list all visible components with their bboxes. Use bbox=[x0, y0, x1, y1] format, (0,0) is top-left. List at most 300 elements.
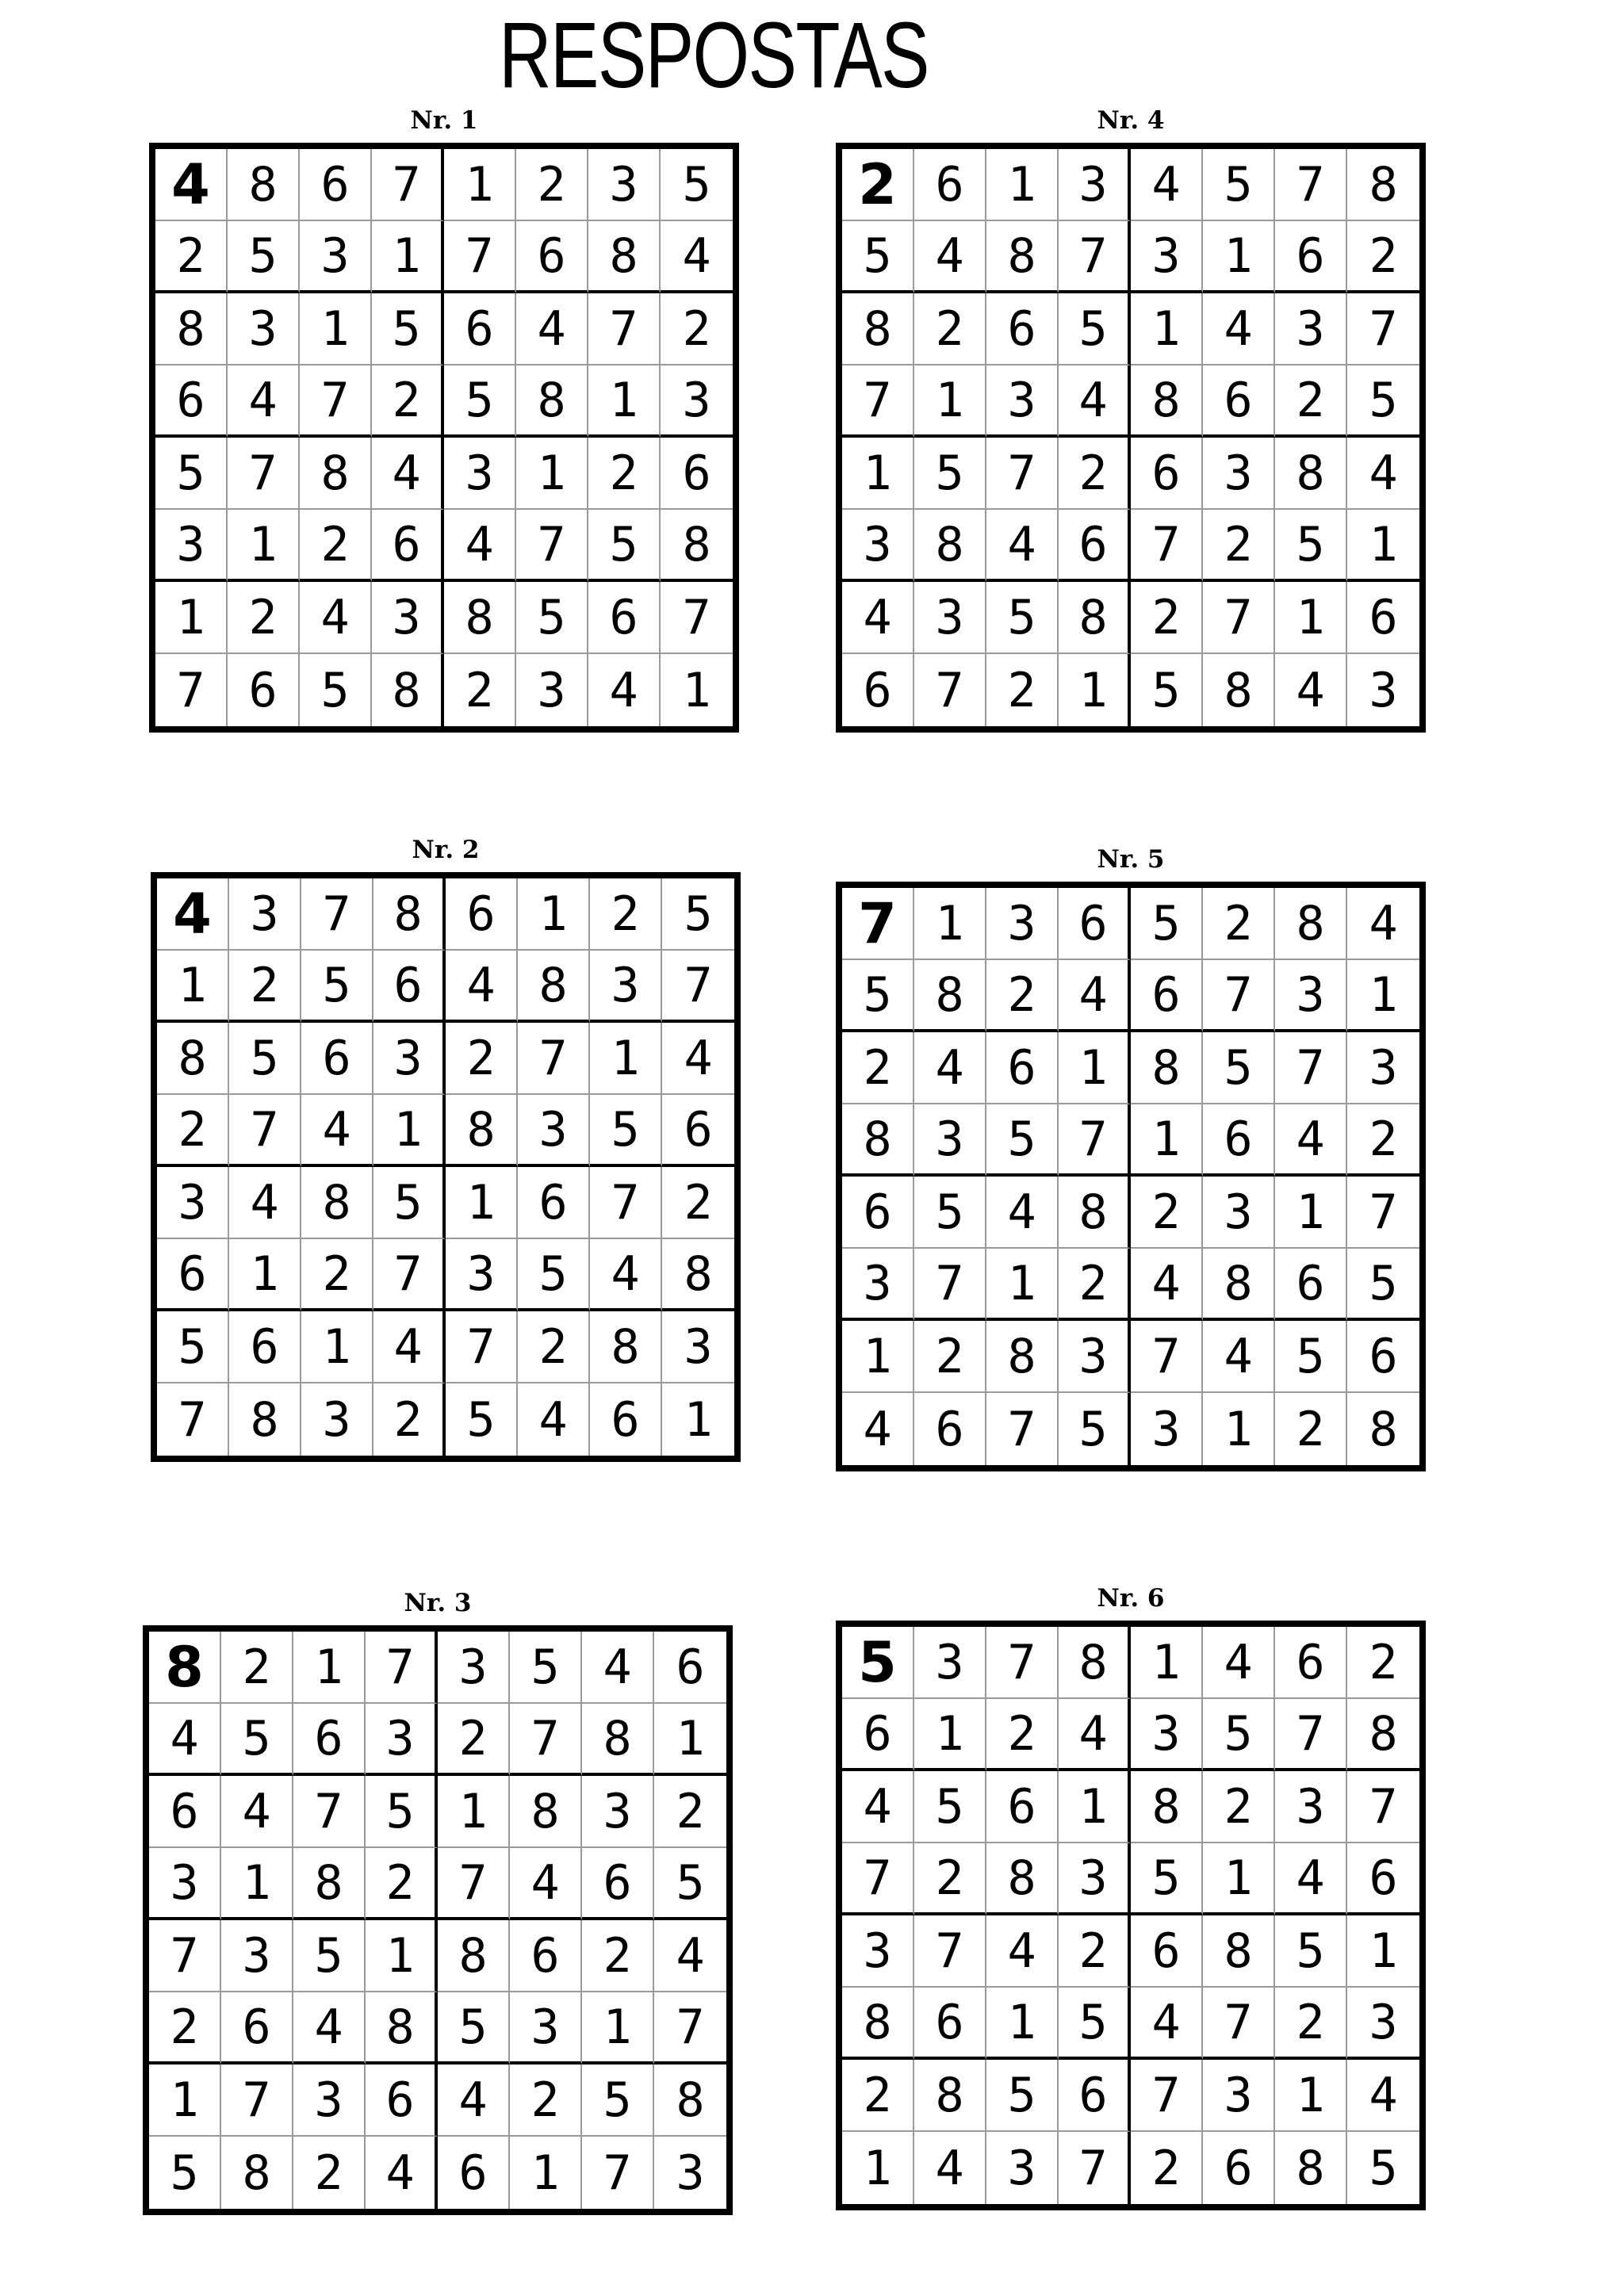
grid-cell: 3 bbox=[518, 1095, 590, 1167]
grid-cell: 5 bbox=[1131, 1843, 1203, 1915]
grid-cell: 4 bbox=[293, 1992, 366, 2064]
grid-cell-given: 4 bbox=[155, 149, 228, 221]
grid-cell: 6 bbox=[228, 654, 300, 726]
grid-cell: 8 bbox=[842, 1988, 914, 2060]
grid-cell: 3 bbox=[842, 1249, 914, 1321]
grid-cell: 6 bbox=[986, 1032, 1059, 1104]
grid-cell: 2 bbox=[1347, 1627, 1419, 1699]
grid-cell: 2 bbox=[1347, 221, 1419, 293]
grid-cell: 6 bbox=[444, 293, 516, 365]
grid-cell: 7 bbox=[1203, 1988, 1275, 2060]
grid-cell: 5 bbox=[155, 438, 228, 510]
grid-cell: 8 bbox=[1059, 1177, 1131, 1249]
grid-cell: 1 bbox=[1203, 1843, 1275, 1915]
grid-cell: 4 bbox=[986, 1177, 1059, 1249]
grid-cell: 6 bbox=[1059, 888, 1131, 960]
grid-cell: 6 bbox=[438, 2137, 510, 2209]
grid-cell: 8 bbox=[1275, 2132, 1347, 2204]
grid-cell: 2 bbox=[366, 1848, 438, 1920]
grid-cell: 5 bbox=[1059, 293, 1131, 365]
grid-cell: 5 bbox=[149, 2137, 221, 2209]
grid-cell: 7 bbox=[986, 438, 1059, 510]
grid-cell: 4 bbox=[914, 2132, 986, 2204]
grid-cell: 1 bbox=[1059, 1771, 1131, 1843]
grid-cell: 1 bbox=[1275, 2060, 1347, 2132]
grid-cell: 6 bbox=[293, 1704, 366, 1776]
grid-cell: 8 bbox=[1275, 438, 1347, 510]
grid-cell: 3 bbox=[1131, 1699, 1203, 1771]
grid-cell: 1 bbox=[1131, 293, 1203, 365]
grid-cell-given: 8 bbox=[149, 1632, 221, 1704]
grid-cell: 5 bbox=[986, 582, 1059, 654]
grid-cell: 7 bbox=[373, 1239, 446, 1311]
grid-cell: 7 bbox=[1347, 1177, 1419, 1249]
grid-cell: 5 bbox=[157, 1311, 229, 1383]
grid-cell: 8 bbox=[1131, 1032, 1203, 1104]
grid-cell: 6 bbox=[516, 221, 588, 293]
grid-cell: 7 bbox=[661, 582, 733, 654]
grid-cell: 2 bbox=[1131, 1177, 1203, 1249]
grid-cell: 2 bbox=[300, 510, 372, 582]
grid-cell: 7 bbox=[1347, 1771, 1419, 1843]
grid-cell: 7 bbox=[1347, 293, 1419, 365]
grid-cell: 6 bbox=[1131, 438, 1203, 510]
grid-cell: 6 bbox=[221, 1992, 293, 2064]
grid-cell: 7 bbox=[1059, 1104, 1131, 1177]
grid-cell: 7 bbox=[1275, 1032, 1347, 1104]
grid-cell: 4 bbox=[986, 510, 1059, 582]
grid-cell: 8 bbox=[914, 2060, 986, 2132]
grid-cell: 5 bbox=[1347, 1249, 1419, 1321]
grid-cell: 1 bbox=[1203, 1393, 1275, 1465]
grid-cell: 4 bbox=[444, 510, 516, 582]
grid-cell: 1 bbox=[366, 1920, 438, 1992]
grid-cell: 6 bbox=[914, 149, 986, 221]
grid-cell: 5 bbox=[662, 878, 734, 951]
grid-cell: 7 bbox=[914, 1249, 986, 1321]
grid-cell: 5 bbox=[588, 510, 661, 582]
grid-cell: 7 bbox=[444, 221, 516, 293]
grid-cell: 6 bbox=[372, 510, 444, 582]
grid-cell: 7 bbox=[1131, 1321, 1203, 1393]
grid-cell: 2 bbox=[914, 293, 986, 365]
grid-cell: 7 bbox=[1275, 149, 1347, 221]
puzzle-label: Nr. 2 bbox=[412, 836, 480, 864]
grid-cell: 7 bbox=[582, 2137, 654, 2209]
grid-cell: 6 bbox=[229, 1311, 301, 1383]
grid-cell: 2 bbox=[293, 2137, 366, 2209]
grid-cell: 6 bbox=[301, 1023, 373, 1095]
grid-cell: 2 bbox=[590, 878, 662, 951]
grid-cell: 1 bbox=[149, 2064, 221, 2137]
grid-cell: 7 bbox=[588, 293, 661, 365]
grid-cell: 1 bbox=[914, 888, 986, 960]
grid-cell: 7 bbox=[518, 1023, 590, 1095]
grid-cell: 4 bbox=[516, 293, 588, 365]
grid-cell: 6 bbox=[914, 1393, 986, 1465]
sudoku-grid bbox=[836, 143, 1426, 733]
grid-cell: 4 bbox=[1131, 1988, 1203, 2060]
grid-cell: 1 bbox=[373, 1095, 446, 1167]
grid-cell: 3 bbox=[1131, 1393, 1203, 1465]
grid-cell: 3 bbox=[590, 951, 662, 1023]
grid-cell: 7 bbox=[914, 1915, 986, 1988]
grid-cell: 7 bbox=[1203, 582, 1275, 654]
grid-cell: 1 bbox=[842, 438, 914, 510]
grid-cell: 6 bbox=[588, 582, 661, 654]
grid-cell: 3 bbox=[1203, 438, 1275, 510]
grid-cell: 5 bbox=[221, 1704, 293, 1776]
grid-cell: 5 bbox=[444, 365, 516, 438]
grid-cell: 2 bbox=[157, 1095, 229, 1167]
grid-cell: 2 bbox=[986, 960, 1059, 1032]
grid-cell: 8 bbox=[221, 2137, 293, 2209]
grid-cell: 8 bbox=[518, 951, 590, 1023]
grid-cell: 8 bbox=[662, 1239, 734, 1311]
grid-cell: 6 bbox=[373, 951, 446, 1023]
grid-cell: 1 bbox=[588, 365, 661, 438]
grid-cell: 3 bbox=[661, 365, 733, 438]
grid-cell: 8 bbox=[155, 293, 228, 365]
grid-cell: 6 bbox=[1203, 1104, 1275, 1177]
grid-cell: 7 bbox=[301, 878, 373, 951]
grid-cell: 3 bbox=[588, 149, 661, 221]
grid-cell: 1 bbox=[155, 582, 228, 654]
grid-cell: 2 bbox=[986, 654, 1059, 726]
grid-cell: 4 bbox=[1131, 1249, 1203, 1321]
grid-cell: 8 bbox=[1275, 888, 1347, 960]
grid-cell: 7 bbox=[157, 1383, 229, 1456]
grid-cell: 3 bbox=[1059, 1843, 1131, 1915]
grid-cell: 8 bbox=[914, 510, 986, 582]
grid-cell: 6 bbox=[1347, 582, 1419, 654]
grid-cell: 2 bbox=[516, 149, 588, 221]
grid-cell: 1 bbox=[1347, 510, 1419, 582]
grid-cell: 8 bbox=[301, 1167, 373, 1239]
grid-cell: 7 bbox=[446, 1311, 518, 1383]
grid-cell: 8 bbox=[1203, 654, 1275, 726]
grid-cell: 3 bbox=[157, 1167, 229, 1239]
grid-cell: 3 bbox=[1203, 2060, 1275, 2132]
grid-cell: 4 bbox=[301, 1095, 373, 1167]
grid-cell: 4 bbox=[1059, 960, 1131, 1032]
grid-cell: 1 bbox=[221, 1848, 293, 1920]
grid-cell: 2 bbox=[914, 1843, 986, 1915]
grid-cell: 4 bbox=[842, 1393, 914, 1465]
grid-cell: 6 bbox=[590, 1383, 662, 1456]
grid-cell: 1 bbox=[684, 1391, 713, 1448]
grid-cell: 3 bbox=[372, 582, 444, 654]
grid-cell: 2 bbox=[301, 1239, 373, 1311]
grid-cell: 7 bbox=[366, 1632, 438, 1704]
grid-cell: 3 bbox=[662, 1311, 734, 1383]
grid-cell: 1 bbox=[444, 149, 516, 221]
grid-cell: 7 bbox=[1275, 1699, 1347, 1771]
grid-cell: 3 bbox=[914, 1627, 986, 1699]
grid-cell: 7 bbox=[842, 1843, 914, 1915]
sudoku-grid bbox=[143, 1625, 733, 2215]
grid-cell: 5 bbox=[1131, 888, 1203, 960]
grid-cell: 3 bbox=[842, 1915, 914, 1988]
grid-cell: 2 bbox=[842, 2060, 914, 2132]
grid-cell: 6 bbox=[1059, 2060, 1131, 2132]
grid-cell: 2 bbox=[1059, 1915, 1131, 1988]
sudoku-puzzle-3 bbox=[143, 1589, 733, 2215]
grid-cell: 5 bbox=[661, 149, 733, 221]
grid-cell: 8 bbox=[300, 438, 372, 510]
grid-cell: 2 bbox=[1275, 1988, 1347, 2060]
grid-cell: 1 bbox=[1347, 1915, 1419, 1988]
grid-cell: 2 bbox=[588, 438, 661, 510]
grid-cell: 4 bbox=[842, 1771, 914, 1843]
grid-cell: 1 bbox=[372, 221, 444, 293]
grid-cell: 2 bbox=[662, 1167, 734, 1239]
grid-cell: 7 bbox=[986, 1393, 1059, 1465]
grid-cell: 3 bbox=[228, 293, 300, 365]
grid-cell: 7 bbox=[372, 149, 444, 221]
grid-cell: 5 bbox=[228, 221, 300, 293]
sudoku-puzzle-2 bbox=[151, 836, 741, 1462]
grid-cell: 4 bbox=[229, 1167, 301, 1239]
grid-cell: 7 bbox=[986, 1627, 1059, 1699]
grid-cell: 3 bbox=[1275, 960, 1347, 1032]
grid-cell: 8 bbox=[1347, 149, 1419, 221]
puzzle-label: Nr. 6 bbox=[1097, 1584, 1165, 1613]
grid-cell-given: 4 bbox=[157, 878, 229, 951]
grid-cell: 3 bbox=[1275, 293, 1347, 365]
grid-cell: 8 bbox=[228, 149, 300, 221]
grid-cell: 2 bbox=[914, 1321, 986, 1393]
grid-cell: 3 bbox=[155, 510, 228, 582]
grid-cell: 3 bbox=[1369, 662, 1398, 718]
grid-cell: 1 bbox=[157, 951, 229, 1023]
grid-cell: 2 bbox=[1059, 1249, 1131, 1321]
grid-cell: 2 bbox=[1059, 438, 1131, 510]
grid-cell: 6 bbox=[1131, 1915, 1203, 1988]
grid-cell: 1 bbox=[682, 662, 711, 718]
grid-cell: 8 bbox=[446, 1095, 518, 1167]
grid-cell: 7 bbox=[438, 1848, 510, 1920]
grid-cell: 3 bbox=[300, 221, 372, 293]
grid-cell: 2 bbox=[1203, 1771, 1275, 1843]
grid-cell: 5 bbox=[842, 221, 914, 293]
grid-cell: 1 bbox=[1203, 221, 1275, 293]
grid-cell: 7 bbox=[1131, 510, 1203, 582]
grid-cell: 3 bbox=[293, 2064, 366, 2137]
grid-cell: 2 bbox=[1131, 2132, 1203, 2204]
grid-cell: 1 bbox=[300, 293, 372, 365]
grid-cell: 1 bbox=[293, 1632, 366, 1704]
grid-cell-given: 7 bbox=[842, 888, 914, 960]
grid-cell: 1 bbox=[228, 510, 300, 582]
grid-cell: 3 bbox=[444, 438, 516, 510]
grid-cell: 1 bbox=[582, 1992, 654, 2064]
grid-cell: 6 bbox=[1275, 221, 1347, 293]
grid-cell: 2 bbox=[1275, 365, 1347, 438]
grid-cell: 4 bbox=[373, 1311, 446, 1383]
grid-cell: 8 bbox=[1369, 1401, 1398, 1457]
grid-cell: 6 bbox=[582, 1848, 654, 1920]
grid-cell: 4 bbox=[654, 1920, 726, 1992]
grid-cell: 4 bbox=[1275, 1843, 1347, 1915]
grid-cell: 3 bbox=[446, 1239, 518, 1311]
grid-cell: 5 bbox=[301, 951, 373, 1023]
grid-cell: 2 bbox=[221, 1632, 293, 1704]
grid-cell: 3 bbox=[221, 1920, 293, 1992]
grid-cell: 8 bbox=[157, 1023, 229, 1095]
grid-cell: 4 bbox=[446, 951, 518, 1023]
grid-cell: 6 bbox=[654, 1632, 726, 1704]
grid-cell: 7 bbox=[1203, 960, 1275, 1032]
page-title: RESPOSTAS bbox=[499, 3, 929, 108]
grid-cell: 4 bbox=[661, 221, 733, 293]
grid-cell: 8 bbox=[1131, 1771, 1203, 1843]
grid-cell: 5 bbox=[366, 1776, 438, 1848]
grid-cell: 8 bbox=[914, 960, 986, 1032]
grid-cell: 8 bbox=[582, 1704, 654, 1776]
grid-cell: 8 bbox=[1059, 1627, 1131, 1699]
grid-cell: 8 bbox=[516, 365, 588, 438]
grid-cell: 2 bbox=[1131, 582, 1203, 654]
grid-cell: 4 bbox=[1059, 365, 1131, 438]
grid-cell: 8 bbox=[444, 582, 516, 654]
grid-cell: 2 bbox=[229, 951, 301, 1023]
grid-cell: 6 bbox=[1275, 1627, 1347, 1699]
grid-cell: 3 bbox=[986, 365, 1059, 438]
grid-cell: 5 bbox=[582, 2064, 654, 2137]
grid-cell: 1 bbox=[842, 1321, 914, 1393]
grid-cell: 1 bbox=[438, 1776, 510, 1848]
sudoku-grid bbox=[149, 143, 739, 733]
grid-cell: 7 bbox=[149, 1920, 221, 1992]
grid-cell: 5 bbox=[372, 293, 444, 365]
grid-cell: 8 bbox=[588, 221, 661, 293]
puzzle-label: Nr. 3 bbox=[404, 1589, 472, 1617]
grid-cell: 8 bbox=[842, 1104, 914, 1177]
grid-cell: 2 bbox=[438, 1704, 510, 1776]
grid-cell: 1 bbox=[986, 1249, 1059, 1321]
grid-cell: 5 bbox=[1203, 1032, 1275, 1104]
puzzle-label: Nr. 1 bbox=[410, 106, 478, 135]
grid-cell: 5 bbox=[914, 1771, 986, 1843]
grid-cell: 7 bbox=[662, 951, 734, 1023]
grid-cell: 8 bbox=[986, 1843, 1059, 1915]
grid-cell: 3 bbox=[510, 1992, 582, 2064]
grid-cell: 4 bbox=[149, 1704, 221, 1776]
grid-cell: 4 bbox=[914, 1032, 986, 1104]
grid-cell: 5 bbox=[510, 1632, 582, 1704]
grid-cell: 6 bbox=[842, 1177, 914, 1249]
grid-cell: 1 bbox=[914, 1699, 986, 1771]
grid-cell: 4 bbox=[1203, 1321, 1275, 1393]
grid-cell: 3 bbox=[582, 1776, 654, 1848]
grid-cell: 1 bbox=[986, 149, 1059, 221]
grid-cell: 5 bbox=[1275, 510, 1347, 582]
grid-cell: 4 bbox=[1347, 438, 1419, 510]
grid-cell: 6 bbox=[662, 1095, 734, 1167]
grid-cell: 2 bbox=[986, 1699, 1059, 1771]
grid-cell: 1 bbox=[301, 1311, 373, 1383]
grid-cell: 6 bbox=[300, 149, 372, 221]
grid-cell: 8 bbox=[229, 1383, 301, 1456]
grid-cell: 6 bbox=[842, 1699, 914, 1771]
grid-cell: 5 bbox=[1347, 365, 1419, 438]
grid-cell: 3 bbox=[1347, 1032, 1419, 1104]
grid-cell: 6 bbox=[1275, 1249, 1347, 1321]
grid-cell: 6 bbox=[986, 1771, 1059, 1843]
grid-cell: 4 bbox=[1203, 293, 1275, 365]
grid-cell: 3 bbox=[516, 654, 588, 726]
grid-cell: 4 bbox=[366, 2137, 438, 2209]
grid-cell: 3 bbox=[986, 2132, 1059, 2204]
grid-cell: 2 bbox=[1275, 1393, 1347, 1465]
grid-cell: 5 bbox=[1059, 1988, 1131, 2060]
grid-cell: 3 bbox=[986, 888, 1059, 960]
grid-cell: 1 bbox=[914, 365, 986, 438]
grid-cell: 1 bbox=[590, 1023, 662, 1095]
grid-cell: 6 bbox=[446, 878, 518, 951]
grid-cell: 3 bbox=[1275, 1771, 1347, 1843]
grid-cell: 5 bbox=[914, 438, 986, 510]
grid-cell: 4 bbox=[518, 1383, 590, 1456]
grid-cell: 6 bbox=[157, 1239, 229, 1311]
grid-cell: 2 bbox=[155, 221, 228, 293]
grid-cell: 7 bbox=[155, 654, 228, 726]
grid-cell: 2 bbox=[1203, 510, 1275, 582]
grid-cell: 2 bbox=[149, 1992, 221, 2064]
grid-cell: 3 bbox=[914, 1104, 986, 1177]
grid-cell: 4 bbox=[300, 582, 372, 654]
grid-cell-given: 2 bbox=[842, 149, 914, 221]
grid-cell: 7 bbox=[300, 365, 372, 438]
grid-cell: 7 bbox=[1059, 2132, 1131, 2204]
grid-cell: 5 bbox=[293, 1920, 366, 1992]
grid-cell: 1 bbox=[654, 1704, 726, 1776]
grid-cell: 4 bbox=[588, 654, 661, 726]
grid-cell: 4 bbox=[1131, 149, 1203, 221]
sudoku-puzzle-5 bbox=[836, 845, 1426, 1471]
grid-cell: 4 bbox=[590, 1239, 662, 1311]
grid-cell: 8 bbox=[1131, 365, 1203, 438]
grid-cell: 2 bbox=[444, 654, 516, 726]
grid-cell: 1 bbox=[446, 1167, 518, 1239]
grid-cell: 2 bbox=[582, 1920, 654, 1992]
grid-cell: 2 bbox=[228, 582, 300, 654]
grid-cell: 3 bbox=[229, 878, 301, 951]
grid-cell: 1 bbox=[1275, 1177, 1347, 1249]
grid-cell: 4 bbox=[914, 221, 986, 293]
grid-cell: 6 bbox=[1347, 1321, 1419, 1393]
grid-cell: 6 bbox=[510, 1920, 582, 1992]
sudoku-puzzle-6 bbox=[836, 1584, 1426, 2210]
grid-cell: 8 bbox=[1059, 582, 1131, 654]
grid-cell: 6 bbox=[1203, 2132, 1275, 2204]
grid-cell: 5 bbox=[229, 1023, 301, 1095]
puzzle-label: Nr. 5 bbox=[1097, 845, 1165, 874]
grid-cell: 8 bbox=[661, 510, 733, 582]
grid-cell: 5 bbox=[516, 582, 588, 654]
grid-cell: 8 bbox=[1203, 1249, 1275, 1321]
grid-cell: 2 bbox=[518, 1311, 590, 1383]
grid-cell: 5 bbox=[986, 1104, 1059, 1177]
sudoku-puzzle-1 bbox=[149, 106, 739, 733]
sudoku-puzzle-4 bbox=[836, 106, 1426, 733]
grid-cell: 8 bbox=[373, 878, 446, 951]
grid-cell: 5 bbox=[300, 654, 372, 726]
grid-cell: 3 bbox=[676, 2145, 705, 2201]
grid-cell: 1 bbox=[516, 438, 588, 510]
grid-cell: 6 bbox=[1059, 510, 1131, 582]
